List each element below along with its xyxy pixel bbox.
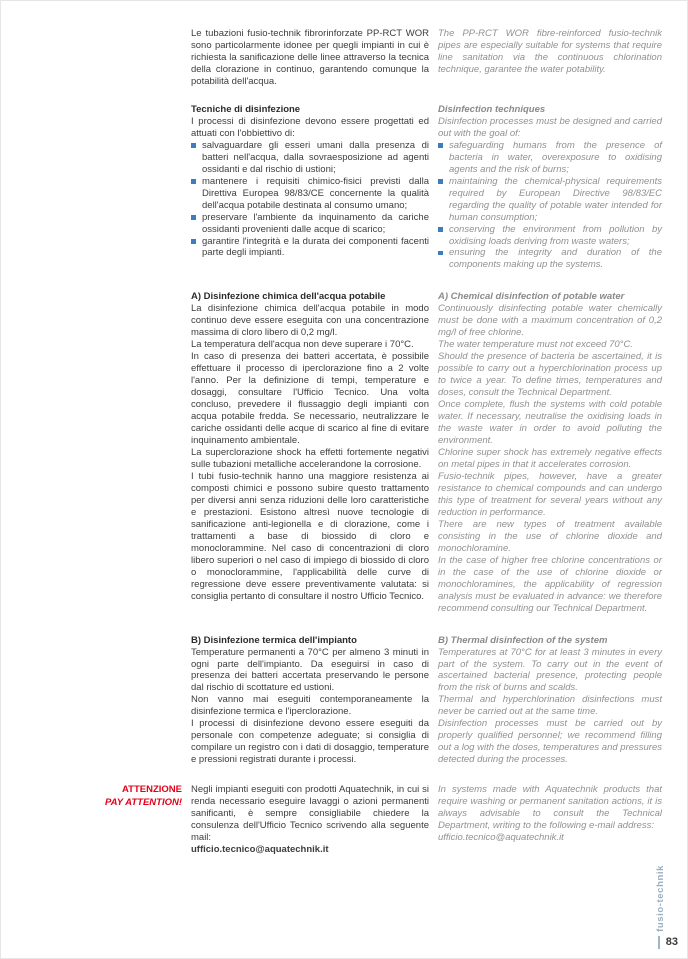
paragraph: In the case of higher free chlorine concentrations or in the case of the use of chlorine dioxide or monochloramines, the applicability of regression analysis must be evaluated in advance: we therefore recommend consulting our Technical Department.: [438, 554, 662, 614]
paragraph: Temperature permanenti a 70°C per almeno 3 minuti in ogni parte dell'impianto. Da eseguirsi in caso di presenza dei batteri accertata preservando le persone dal rischio di scottature ed ustioni.: [191, 646, 429, 694]
paragraph: Chlorine super shock has extremely negative effects on metal pipes in that it accelerates corrosion.: [438, 447, 662, 470]
paragraph: Disinfection processes must be carried out by properly qualified personnel; we recommend filling out a log with the doses, temperatures and pressures detected during the processes.: [438, 718, 662, 766]
page-number: 83: [658, 936, 678, 949]
attention-label-it: ATTENZIONE: [122, 784, 182, 796]
bullet-text: mantenere i requisiti chimico-fisici previsti dalla Direttiva Europea 98/83/CE concernente la qualità dell'acqua potabile destinata al consumo umano;: [202, 175, 429, 211]
bullet-item: [191, 176, 429, 212]
bullet-square-icon: [191, 215, 196, 220]
thermal-column-it: [191, 635, 429, 767]
techniques-heading-en: Disinfection techniques: [438, 103, 546, 115]
bullet-square-icon: [438, 251, 443, 256]
bullet-square-icon: [438, 227, 443, 232]
intro-paragraph-en: The PP-RCT WOR fibre-reinforced fusio-technik pipes are especially suitable for systems that require line sanitation via the continuous chlorination technique, garantee the water potability.: [438, 28, 662, 75]
section-attention: [1, 784, 687, 856]
bullet-text: salvaguardare gli esseri umani dalla presenza di batteri nell'acqua, dalla sovraesposizione ad agenti ossidanti e dal rischio di ustioni;: [202, 139, 429, 175]
techniques-heading-it: Tecniche di disinfezione: [191, 103, 301, 115]
chemical-column-en: [438, 291, 662, 614]
left-margin: [1, 28, 191, 88]
bullet-text: safeguarding humans from the presence of bacteria in water, overexposure to oxidising agents and the risk of burns;: [449, 139, 662, 175]
paragraph: Fusio-technik pipes, however, have a greater resistance to chemical compounds and can undergo this type of treatment for several years without any reduction in performance.: [438, 470, 662, 518]
attention-label: [1, 784, 182, 809]
column-gap: [429, 291, 438, 614]
chemical-column-it: [191, 291, 429, 614]
bullet-text: conserving the environment from pollution by oxidising loads deriving from waste waters;: [449, 223, 662, 247]
bullet-item: [438, 247, 662, 271]
paragraph: Continuously disinfecting potable water chemically must be done with a maximum concentration of 0,2 mg/l of free chlorine.: [438, 303, 662, 339]
bullet-text: preservare l'ambiente da inquinamento da cariche ossidanti provenienti dalle acque di scarico;: [202, 211, 429, 235]
attention-body-it: Negli impianti eseguiti con prodotti Aquatechnik, in cui si renda necessario eseguire lavaggi o azioni permanenti sanificanti, è sempre consigliabile chiedere la consulenza dell'Ufficio Tecnico scrivendo alla seguente mail:: [191, 784, 429, 844]
bullet-text: garantire l'integrità e la durata dei componenti facenti parte degli impianti.: [202, 235, 429, 259]
bullet-item: [191, 140, 429, 176]
techniques-column-en: [438, 104, 662, 272]
intro-column-it: [191, 28, 429, 88]
paragraph: The water temperature must not exceed 70°C.: [438, 339, 633, 351]
chemical-heading-en: A) Chemical disinfection of potable water: [438, 291, 625, 303]
chemical-heading-it: A) Disinfezione chimica dell'acqua potabile: [191, 291, 386, 303]
bullet-item: [438, 140, 662, 176]
paragraph: I processi di disinfezione devono essere eseguiti da personale con competenze adeguate; si consiglia di compilare un registro con i dati di dosaggio, temperature e pressioni registrati durante i processi.: [191, 718, 429, 766]
paragraph: La disinfezione chimica dell'acqua potabile in modo continuo deve essere eseguita con una concentrazione massima di cloro libero di 0,2 mg/l.: [191, 303, 429, 339]
bullet-item: [438, 176, 662, 224]
thermal-heading-en: B) Thermal disinfection of the system: [438, 634, 608, 646]
bullet-square-icon: [438, 143, 443, 148]
intro-paragraph-it: Le tubazioni fusio-technik fibrorinforzate PP-RCT WOR sono particolarmente idonee per quegli impianti in cui è richiesta la sanificazione delle linee attraverso la tecnica della clorazione in continuo, garantendo comunque la potabilità dell'acqua.: [191, 28, 429, 87]
attention-email-it: ufficio.tecnico@aquatechnik.it: [191, 844, 329, 856]
paragraph: La superclorazione shock ha effetti fortemente negativi sulle tubazioni metalliche accelerandone la corrosione.: [191, 447, 429, 470]
column-gap: [429, 104, 438, 272]
bullet-item: [191, 236, 429, 260]
bullet-item: [191, 212, 429, 236]
paragraph: Once complete, flush the systems with cold potable water. If necessary, neutralise the oxidising loads in the waste water in order to avoid polluting the environment.: [438, 399, 662, 447]
paragraph: There are new types of treatment available consisting in the use of chlorine dioxide and monochloramine.: [438, 518, 662, 554]
attention-email-en: ufficio.tecnico@aquatechnik.it: [438, 832, 564, 844]
bullet-item: [438, 224, 662, 248]
paragraph: In caso di presenza dei batteri accertata, è possibile effettuare il processo di iperclorazione fino a 2 volte l'anno. Per la definizione di tempi, temperature e dosaggi, consultare l'Ufficio Tecnico. Una volta concluso, prevedere il flussaggio degli impianti con acqua potabile fredda. Se necessario, neutralizzare le cariche ossidanti delle acque di scarico al fine di evitare inquinamento ambientale.: [191, 351, 429, 447]
section-intro: [1, 28, 687, 88]
paragraph: La temperatura dell'acqua non deve superare i 70°C.: [191, 339, 414, 351]
bullet-square-icon: [191, 179, 196, 184]
bullet-square-icon: [191, 143, 196, 148]
left-margin: [1, 635, 191, 767]
attention-body-en: In systems made with Aquatechnik products that require washing or permanent sanitation actions, it is always advisable to consult the Technical Department, writing to the following e-mail address:: [438, 784, 662, 832]
techniques-column-it: [191, 104, 429, 272]
section-thermal: [1, 635, 687, 767]
bullet-square-icon: [191, 239, 196, 244]
techniques-lead-en: Disinfection processes must be designed and carried out with the goal of:: [438, 115, 662, 139]
left-margin: [1, 104, 191, 272]
bullet-text: ensuring the integrity and duration of the components making up the systems.: [449, 247, 662, 271]
attention-margin: [1, 784, 191, 856]
paragraph: Temperatures at 70°C for at least 3 minutes in every part of the system. To carry out in the event of ascertained bacterial presence, protecting people from the risk of burns and scalds.: [438, 646, 662, 694]
paragraph: I tubi fusio-technik hanno una maggiore resistenza ai composti chimici e possono subire questo trattamento per diversi anni senza riduzioni delle loro caratteristiche e prestazioni. Esistono altresì nuove tecnologie di sanificazione anti-legionella e di clorazione, come i trattamenti a base di biossido di cloro e monoclorammine. Nel caso di concentrazioni di cloro libero superiori o nel caso di impiego di biossido di cloro o monoclorammine, l'applicabilità delle curve di regressione deve essere preventivamente valutata: si consiglia pertanto di consultare il nostro Ufficio Tecnico.: [191, 470, 429, 602]
bullet-text: maintaining the chemical-physical requirements required by European Directive 98/83/EC regarding the quality of potable water intended for human consumption;: [449, 175, 662, 223]
paragraph: Non vanno mai eseguiti contemporaneamente la disinfezione termica e l'iperclorazione.: [191, 694, 429, 718]
column-gap: [429, 635, 438, 767]
attention-column-en: [438, 784, 662, 856]
left-margin: [1, 291, 191, 614]
section-techniques: [1, 104, 687, 272]
section-chemical: [1, 291, 687, 614]
attention-label-en: PAY ATTENTION!: [104, 796, 182, 808]
thermal-column-en: [438, 635, 662, 767]
intro-column-en: [438, 28, 662, 88]
attention-column-it: [191, 784, 429, 856]
bullet-square-icon: [438, 179, 443, 184]
techniques-lead-it: I processi di disinfezione devono essere progettati ed attuati con l'obbiettivo di:: [191, 115, 429, 139]
column-gap: [429, 784, 438, 856]
column-gap: [429, 28, 438, 88]
paragraph: Thermal and hyperchlorination disinfections must never be carried out at the same time.: [438, 694, 662, 718]
paragraph: Should the presence of bacteria be ascertained, it is possible to carry out a hyperchlorination process up to twice a year. To define times, temperatures and doses, consult the Technical Department.: [438, 351, 662, 399]
vertical-series-label: fusio-technik: [655, 865, 667, 932]
thermal-heading-it: B) Disinfezione termica dell'impianto: [191, 634, 357, 646]
